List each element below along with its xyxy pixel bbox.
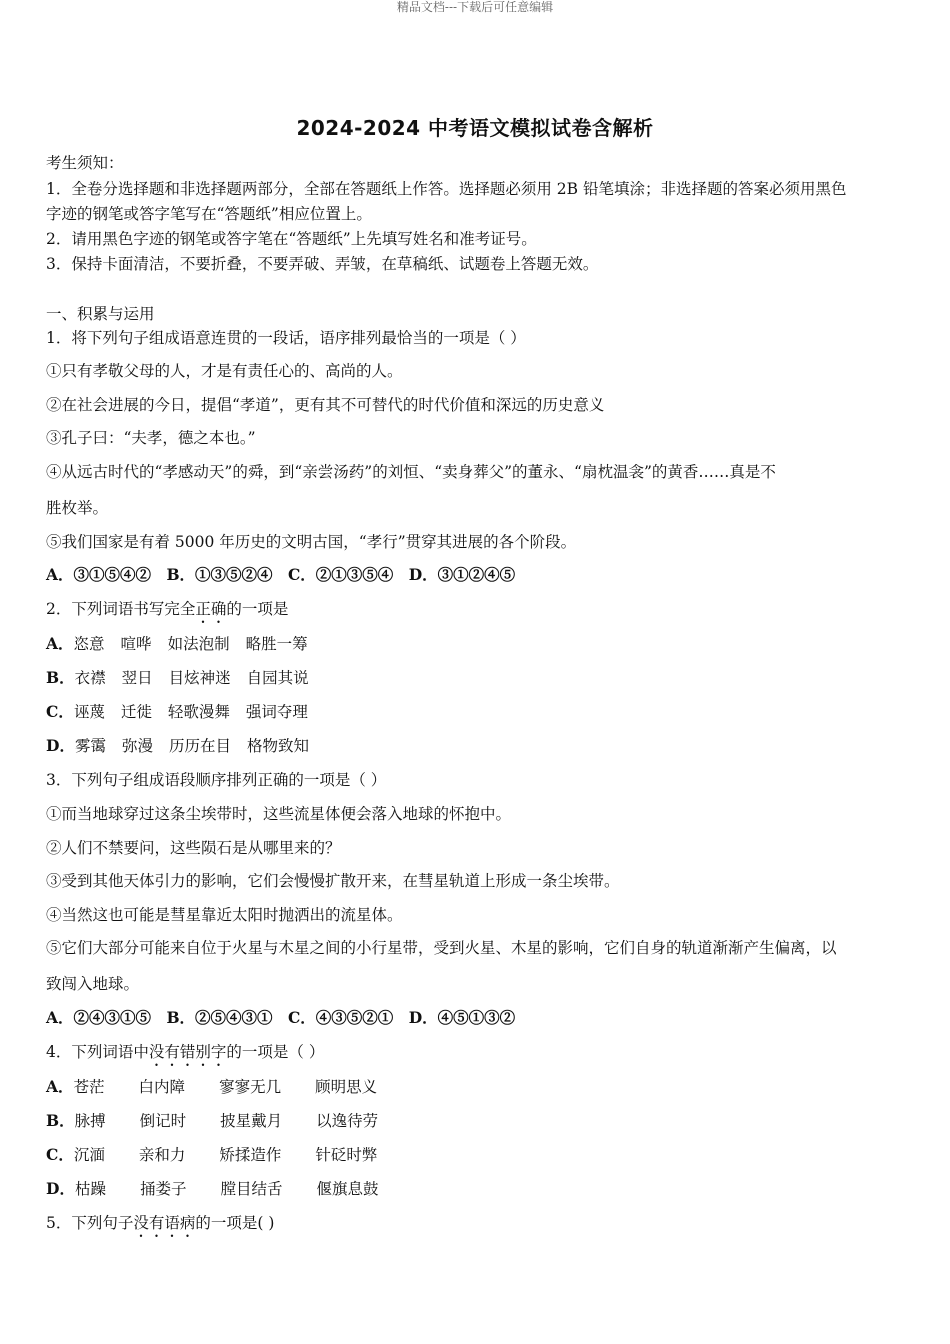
q1-sentence-1: ①只有孝敬父母的人，才是有责任心的、高尚的人。 [46,362,403,380]
q3-option-b: B．②⑤④③① [166,1008,273,1027]
q4-c-word: 针砭时弊 [315,1146,378,1164]
q1-stem: 1．将下列句子组成语意连贯的一段话，语序排列最恰当的一项是（ ） [46,329,526,347]
q4-stem-pre: 4．下列词语中 [46,1043,149,1061]
page-header: 精品文档---下载后可任意编辑 [396,0,554,14]
q1-sentence-4b: 胜枚举。 [46,499,109,517]
page-title: 2024-2024 中考语文模拟试卷含解析 [296,116,654,140]
q4-d-word: 偃旗息鼓 [316,1180,379,1198]
section-heading: 一、积累与运用 [46,305,155,323]
q2-b-word: 衣襟 [74,669,106,687]
q1-sentence-3: ③孔子曰：“夫孝，德之本也。” [46,429,256,447]
q2-a-word: 恣意 [73,635,105,653]
notice-item-1a: 1．全卷分选择题和非选择题两部分，全部在答题纸上作答。选择题必须用 2B 铅笔填涂；非选择题的答案必须用黑色 [46,180,847,198]
q4-stem [46,1040,324,1070]
q4-option-d [46,1177,379,1199]
q2-d-word: 格物致知 [247,737,310,755]
q3-option-d: D．④⑤①③② [408,1008,516,1027]
q1-option-c: C．②①③⑤④ [287,565,394,584]
q1-option-d: D．③①②④⑤ [408,565,516,584]
q4-b-word: 脉搏 [74,1112,106,1130]
q2-stem-emphasis: 正确 [195,600,227,618]
q3-sentence-4: ④当然这也可能是彗星靠近太阳时抛洒出的流星体。 [46,906,403,924]
q3-options [46,1006,525,1028]
q2-option-a [46,632,308,654]
q4-option-c-label: C． [46,1145,74,1164]
notice-item-1b: 字迹的钢笔或答字笔写在“答题纸”相应位置上。 [46,205,372,223]
q2-b-word: 自园其说 [246,669,309,687]
q4-c-word: 亲和力 [138,1146,186,1164]
q4-d-word: 膛目结舌 [220,1180,283,1198]
q2-option-b [46,666,309,688]
q2-a-word: 略胜一筹 [245,635,308,653]
q2-option-d-label: D． [46,736,75,755]
q2-stem [46,597,288,627]
q4-b-word: 倒记时 [139,1112,187,1130]
q3-stem: 3．下列句子组成语段顺序排列正确的一项是（ ） [46,771,387,789]
q4-d-word: 捅娄子 [139,1180,187,1198]
q4-option-b [46,1109,378,1131]
q4-b-word: 以逸待劳 [316,1112,379,1130]
q1-sentence-5: ⑤我们国家是有着 5000 年历史的文明古国，“孝行”贯穿其进展的各个阶段。 [46,533,577,551]
q2-c-word: 轻歌漫舞 [167,703,230,721]
q2-option-c [46,700,308,722]
notice-heading: 考生须知： [46,154,124,172]
q4-option-b-label: B． [46,1111,75,1130]
q3-option-c: C．④③⑤②① [287,1008,394,1027]
q2-c-word: 迁徙 [120,703,152,721]
q4-option-a [46,1075,377,1097]
q3-sentence-5b: 致闯入地球。 [46,975,140,993]
q3-option-a: A．②④③①⑤ [46,1008,152,1027]
q5-stem-post: 的一项是( ) [195,1214,275,1232]
q1-option-b: B．①③⑤②④ [166,565,273,584]
q4-c-word: 沉湎 [73,1146,105,1164]
q5-stem [46,1211,274,1241]
q2-stem-post: 的一项是 [226,600,289,618]
q3-sentence-3: ③受到其他天体引力的影响，它们会慢慢扩散开来，在彗星轨道上形成一条尘埃带。 [46,872,620,890]
q2-option-d [46,734,309,756]
q2-b-word: 目炫神迷 [168,669,231,687]
q4-a-word: 寥寥无几 [219,1078,282,1096]
q4-option-c [46,1143,377,1165]
q2-option-a-label: A． [46,634,74,653]
q1-sentence-4a: ④从远古时代的“孝感动天”的舜，到“亲尝汤药”的刘恒、“卖身葬父”的董永、“扇枕温衾”的黄香……真是不 [46,463,776,481]
q2-d-word: 弥漫 [121,737,153,755]
q4-d-word: 枯躁 [74,1180,106,1198]
q4-stem-post: 的一项是（ ） [226,1043,325,1061]
q2-option-b-label: B． [46,668,75,687]
q5-stem-emphasis: 没有语病 [133,1214,196,1232]
q1-sentence-2: ②在社会进展的今日，提倡“孝道”，更有其不可替代的时代价值和深远的历史意义 [46,396,605,414]
q2-a-word: 喧哗 [120,635,152,653]
q3-sentence-5a: ⑤它们大部分可能来自位于火星与木星之间的小行星带，受到火星、木星的影响，它们自身的轨道渐渐产生偏离，以 [46,939,837,957]
q2-option-c-label: C． [46,702,74,721]
q2-stem-pre: 2．下列词语书写完全 [46,600,196,618]
q2-b-word: 翌日 [121,669,153,687]
q4-option-d-label: D． [46,1179,75,1198]
q2-d-word: 历历在目 [168,737,231,755]
q4-a-word: 顾明思义 [315,1078,378,1096]
q5-stem-pre: 5．下列句子 [46,1214,134,1232]
q2-c-word: 强词夺理 [245,703,308,721]
q1-options [46,563,525,585]
q1-option-a: A．③①⑤④② [46,565,152,584]
q4-option-a-label: A． [46,1077,74,1096]
notice-item-3: 3．保持卡面清洁，不要折叠，不要弄破、弄皱，在草稿纸、试题卷上答题无效。 [46,255,599,273]
q4-a-word: 苍茫 [73,1078,105,1096]
q4-stem-emphasis: 没有错别字 [148,1043,227,1061]
q4-c-word: 矫揉造作 [219,1146,282,1164]
notice-item-2: 2．请用黑色字迹的钢笔或答字笔在“答题纸”上先填写姓名和准考证号。 [46,230,537,248]
q4-a-word: 白内障 [138,1078,186,1096]
q3-sentence-1: ①而当地球穿过这条尘埃带时，这些流星体便会落入地球的怀抱中。 [46,805,512,823]
q3-sentence-2: ②人们不禁要问，这些陨石是从哪里来的？ [46,839,341,857]
q4-b-word: 披星戴月 [220,1112,283,1130]
q2-a-word: 如法泡制 [167,635,230,653]
q2-d-word: 雾霭 [74,737,106,755]
q2-c-word: 诬蔑 [73,703,105,721]
